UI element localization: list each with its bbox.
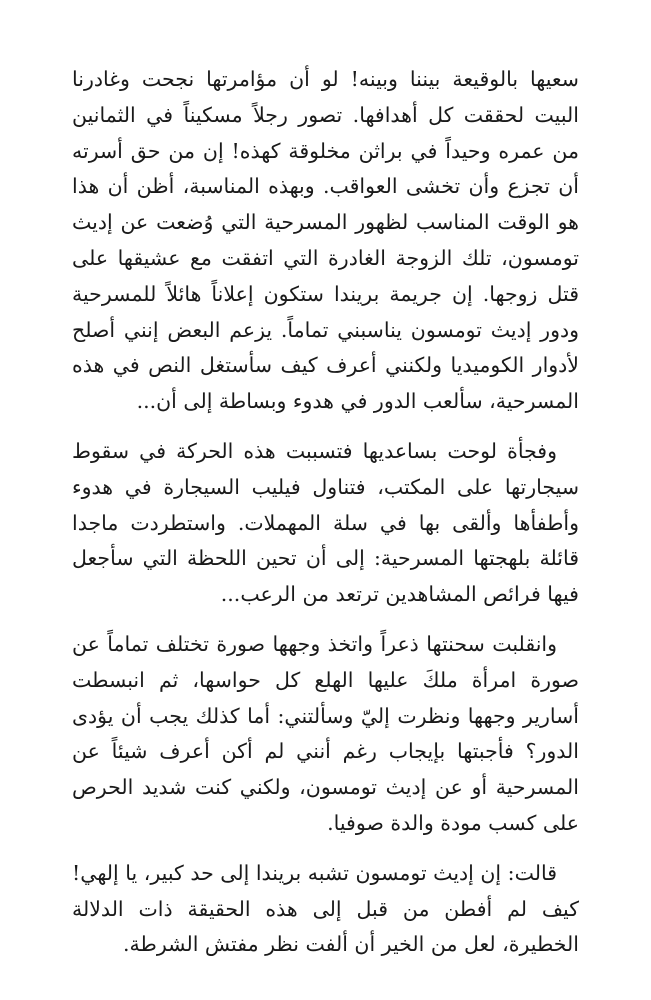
paragraph-1: سعيها بالوقيعة بيننا وبينه! لو أن مؤامرتها نجحت وغادرنا البيت لحققت كل أهدافها. تصور رجلاً مسكيناً في الثمانين من عمره وحيداً في براثن مخلوقة كهذه! إن من حق أسرته أن تجزع وأن تخشى العواقب. وبهذه المناسبة، أظن أن هذا هو الوقت المناسب لظهور المسرحية التي وُضعت عن إديث تومسون، تلك الزوجة الغادرة التي اتفقت مع عشيقها على قتل زوجها. إن جريمة بريندا ستكون إعلاناً هائلاً للمسرحية ودور إديث تومسون يناسبني تماماً. يزعم البعض إنني أصلح لأدوار الكوميديا ولكنني أعرف كيف سأستغل النص في هذه المسرحية، سألعب الدور في هدوء وبساطة إلى أن... [72, 67, 579, 414]
paragraph-2: وفجأة لوحت بساعديها فتسببت هذه الحركة في سقوط سيجارتها على المكتب، فتناول فيليب السيجارة في هدوء وأطفأها وألقى بها في سلة المهملات. واستطردت ماجدا قائلة بلهجتها المسرحية: إلى أن تحين اللحظة التي سأجعل فيها فرائص المشاهدين ترتعد من الرعب... [72, 438, 579, 607]
paragraph-3: وانقلبت سحنتها ذعراً واتخذ وجهها صورة تختلف تماماً عن صورة امرأة ملكَ عليها الهلع كل حواسها، ثم انبسطت أسارير وجهها ونظرت إليّ وسألتني: أما كذلك يجب أن يؤدى الدور؟ فأجبتها بإيجاب رغم أنني لم أكن أعرف شيئاً عن المسرحية أو عن إديث تومسون، ولكني كنت شديد الحرص على كسب مودة والدة صوفيا. [72, 631, 579, 835]
paragraph-4: قالت: إن إديث تومسون تشبه بريندا إلى حد كبير، يا إلهي! كيف لم أفطن من قبل إلى هذه الحقيقة ذات الدلالة الخطيرة، لعل من الخير أن ألفت نظر مفتش الشرطة. [72, 860, 579, 957]
